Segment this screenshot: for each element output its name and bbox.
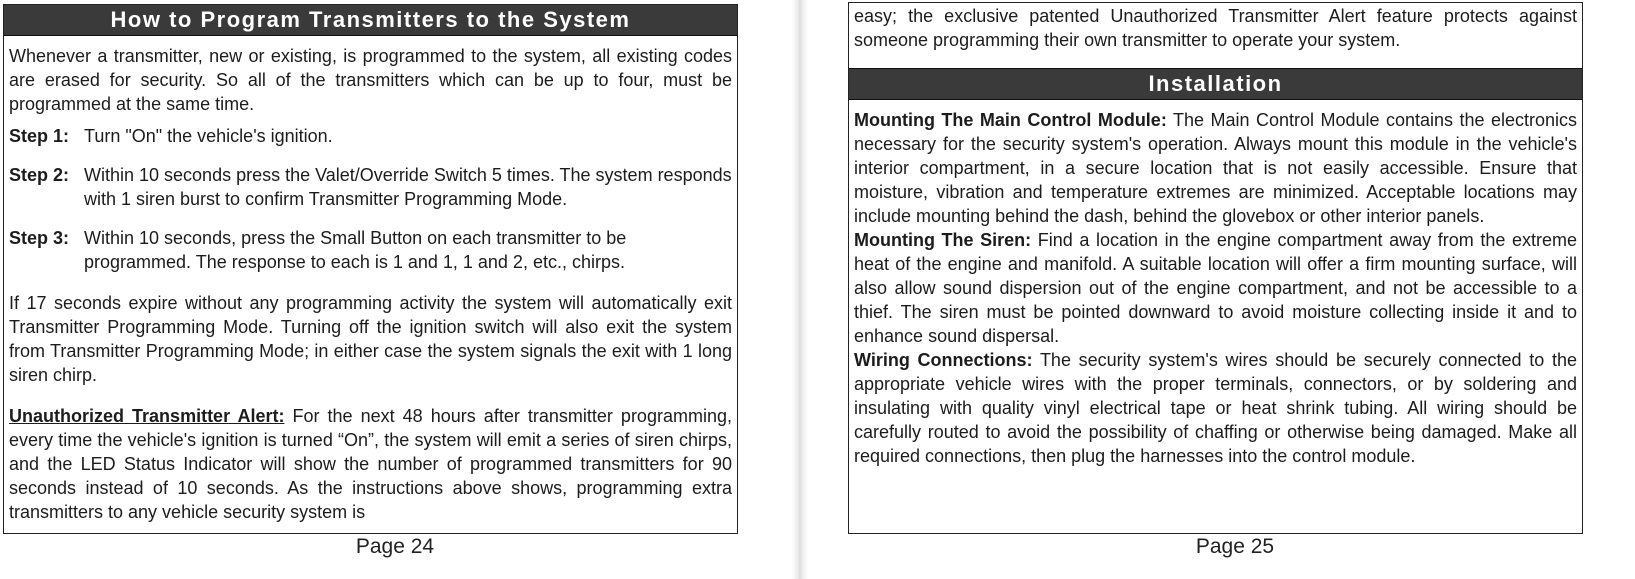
- installation-content: [849, 108, 1582, 468]
- main-module-term: Mounting The Main Control Module:: [854, 110, 1167, 130]
- step-1-label: Step 1:: [9, 126, 70, 146]
- step-3-label: Step 3:: [9, 228, 70, 248]
- right-page: [800, 0, 1635, 579]
- step-1: [9, 124, 732, 148]
- main-module-text: The Main Control Module contains the electronics necessary for the security system's operation. Always mount this module in the vehicle's interior compartment, in a secure location that is not easily accessible. Ensure that moisture, vibration and temperature extremes are minimized. Acceptable locations may include mounting behind the dash, behind the glovebox or other interior panels.: [854, 110, 1577, 226]
- section-wiring: [854, 348, 1577, 468]
- continued-paragraph: easy; the exclusive patented Unauthorized Transmitter Alert feature protects against someone programming their own transmitter to operate your system.: [854, 6, 1577, 50]
- page-number-left: Page 24: [355, 535, 435, 558]
- step-3-text: Within 10 seconds, press the Small Button on each transmitter to be programmed. The response to each is 1 and 1, 1 and 2, etc., chirps.: [84, 228, 627, 272]
- step-2-text: Within 10 seconds press the Valet/Override Switch 5 times. The system responds with 1 siren burst to confirm Transmitter Programming Mode.: [84, 165, 732, 209]
- siren-text: Find a location in the engine compartment away from the extreme heat of the engine and manifold. A suitable location will offer a firm mounting surface, will also allow sound dispersion out of the engine compartment, and not be accessible to a thief. The siren must be pointed downward to avoid moisture collecting inside it and to enhance sound dispersal.: [854, 230, 1577, 346]
- right-page-content: [849, 4, 1582, 52]
- left-page-frame: [3, 4, 738, 534]
- alert-paragraph: [9, 404, 732, 524]
- alert-term: Unauthorized Transmitter Alert:: [9, 406, 285, 426]
- wiring-term: Wiring Connections:: [854, 350, 1033, 370]
- siren-term: Mounting The Siren:: [854, 230, 1032, 250]
- alert-text: For the next 48 hours after transmitter programming, every time the vehicle's ignition is turned “On”, the system will emit a series of siren chirps, and the LED Status Indicator will show the number of programmed transmitters for 90 seconds instead of 10 seconds. As the instructions above shows, programming extra transmitters to any vehicle security system is: [9, 406, 732, 522]
- page-number-right: Page 25: [1195, 535, 1275, 558]
- step-1-text: Turn "On" the vehicle's ignition.: [84, 126, 333, 146]
- section-title-programming: How to Program Transmitters to the System: [4, 5, 737, 36]
- section-siren: [854, 228, 1577, 348]
- intro-paragraph: Whenever a transmitter, new or existing, is programmed to the system, all existing codes are erased for security. So all of the transmitters which can be up to four, must be programmed at the same time.: [9, 46, 732, 114]
- left-page-content: [4, 44, 737, 524]
- timeout-paragraph: If 17 seconds expire without any programming activity the system will automatically exit Transmitter Programming Mode. Turning off the ignition switch will also exit the system from Transmitter Programming Mode; in either case the system signals the exit with 1 long siren chirp.: [9, 293, 732, 385]
- section-main-module: [854, 108, 1577, 228]
- step-2: [9, 163, 732, 211]
- step-3: [9, 226, 732, 274]
- left-page: [0, 0, 800, 579]
- section-title-installation: Installation: [849, 68, 1582, 100]
- step-2-label: Step 2:: [9, 165, 70, 185]
- wiring-text: The security system's wires should be securely connected to the appropriate vehicle wires with the proper terminals, connectors, or by soldering and insulating with quality vinyl electrical tape or heat shrink tubing. All wiring should be carefully routed to avoid the possibility of chaffing or otherwise being damaged. Make all required connections, then plug the harnesses into the control module.: [854, 350, 1577, 466]
- right-page-frame: [848, 2, 1583, 534]
